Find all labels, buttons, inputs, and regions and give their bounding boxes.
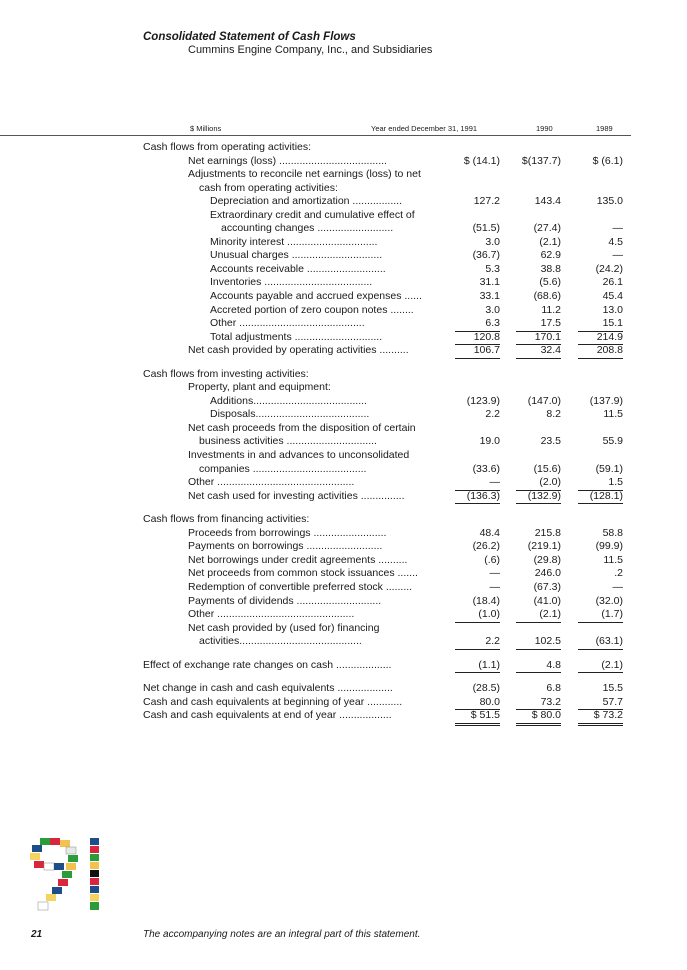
row-value-1989: (24.2) — [595, 262, 623, 275]
row-label: business activities ............................... — [199, 435, 377, 448]
row-label: Cash flows from operating activities: — [143, 141, 312, 153]
row-value-1990: 215.8 — [534, 526, 561, 539]
row-value-1990: 17.5 — [516, 317, 561, 332]
row-value-1990: (27.4) — [533, 222, 561, 235]
table-row — [0, 595, 687, 609]
table-row — [0, 622, 687, 636]
row-value-1990: 246.0 — [534, 567, 561, 580]
row-label: Net change in cash and cash equivalents ................... — [143, 682, 393, 695]
year-1989-header: 1989 — [596, 124, 613, 133]
table-row — [0, 290, 687, 304]
row-value-1991: $ 51.5 — [455, 709, 500, 726]
table-row — [0, 682, 687, 696]
row-value-1991: 5.3 — [485, 262, 500, 275]
row-value-1991: (136.3) — [455, 490, 500, 505]
row-label: Net cash provided by (used for) financing — [188, 621, 380, 634]
row-label: Cash flows from financing activities: — [143, 513, 310, 526]
row-value-1989: 4.5 — [608, 235, 623, 248]
row-label: Cash and cash equivalents at beginning of year ............ — [143, 695, 403, 708]
row-spacer — [0, 503, 687, 513]
row-value-1991: — — [489, 580, 500, 593]
table-row — [0, 155, 687, 169]
row-value-1990: (2.0) — [516, 476, 561, 491]
table-row — [0, 236, 687, 250]
row-spacer — [0, 358, 687, 368]
row-value-1991: (28.5) — [472, 682, 500, 695]
row-label: Payments of dividends ............................. — [188, 594, 382, 607]
row-value-1989: 11.5 — [603, 553, 623, 566]
row-value-1989: 135.0 — [596, 195, 623, 208]
row-value-1989: (1.7) — [578, 608, 623, 623]
row-value-1991: (26.2) — [472, 540, 500, 553]
table-row — [0, 141, 687, 155]
statement-title: Consolidated Statement of Cash Flows — [143, 31, 356, 43]
row-value-1991: 2.2 — [455, 635, 500, 650]
table-row — [0, 395, 687, 409]
row-value-1989: — — [612, 580, 623, 593]
row-label: Extraordinary credit and cumulative effect of — [210, 208, 415, 221]
row-value-1991: (123.9) — [466, 394, 500, 407]
row-value-1989: — — [612, 222, 623, 235]
row-value-1989: (2.1) — [578, 659, 623, 674]
row-value-1991: (51.5) — [472, 222, 500, 235]
row-label: Other ........................................... — [210, 317, 365, 330]
row-value-1990: 6.8 — [546, 682, 561, 695]
row-value-1991: (33.6) — [472, 462, 500, 475]
row-label: companies ....................................... — [199, 462, 367, 475]
company-subtitle: Cummins Engine Company, Inc., and Subsidiaries — [188, 44, 433, 56]
row-value-1990: $(137.7) — [521, 154, 561, 167]
row-spacer — [0, 672, 687, 682]
row-value-1990: 23.5 — [540, 435, 561, 448]
cash-flow-table — [0, 141, 687, 723]
row-label: Additions....................................... — [210, 394, 367, 407]
year-1991-header: Year ended December 31, 1991 — [371, 124, 478, 133]
table-row — [0, 182, 687, 196]
table-row — [0, 513, 687, 527]
row-label: Total adjustments .............................. — [210, 330, 383, 343]
row-value-1991: 80.0 — [455, 696, 500, 711]
row-value-1991: 33.1 — [479, 290, 500, 303]
table-row — [0, 408, 687, 422]
row-value-1989: (99.9) — [595, 540, 623, 553]
page-number: 21 — [31, 929, 43, 940]
row-label: Redemption of convertible preferred stock ......... — [188, 580, 413, 593]
table-row — [0, 344, 687, 358]
row-value-1990: (2.1) — [539, 235, 561, 248]
row-value-1990: (67.3) — [533, 580, 561, 593]
row-label: Investments in and advances to unconsolidated — [188, 449, 410, 462]
table-row — [0, 249, 687, 263]
row-label: Depreciation and amortization ................. — [210, 195, 403, 208]
row-value-1990: (5.6) — [539, 276, 561, 289]
row-value-1989: 57.7 — [578, 696, 623, 711]
table-row — [0, 449, 687, 463]
table-row — [0, 276, 687, 290]
row-value-1991: — — [455, 476, 500, 491]
table-row — [0, 304, 687, 318]
row-value-1991: 3.0 — [485, 235, 500, 248]
row-label: Net borrowings under credit agreements .......... — [188, 553, 408, 566]
row-value-1990: (15.6) — [533, 462, 561, 475]
row-value-1989: 26.1 — [602, 276, 623, 289]
row-value-1989: (59.1) — [595, 462, 623, 475]
flags-91-logo — [28, 836, 110, 916]
table-row — [0, 709, 687, 723]
row-value-1990: 73.2 — [516, 696, 561, 711]
row-value-1989: (32.0) — [595, 594, 623, 607]
table-row — [0, 608, 687, 622]
row-value-1991: (1.1) — [455, 659, 500, 674]
row-value-1990: (68.6) — [533, 290, 561, 303]
table-row — [0, 540, 687, 554]
row-label: Cash flows from investing activities: — [143, 367, 309, 380]
footnote: The accompanying notes are an integral part of this statement. — [143, 929, 421, 940]
row-label: Adjustments to reconcile net earnings (loss) to net — [188, 168, 421, 181]
row-value-1990: 102.5 — [516, 635, 561, 650]
row-label: Payments on borrowings .......................... — [188, 540, 383, 553]
table-row — [0, 476, 687, 490]
table-row — [0, 463, 687, 477]
row-value-1989: $ 73.2 — [578, 709, 623, 726]
row-value-1991: (.6) — [484, 553, 500, 566]
table-row — [0, 581, 687, 595]
row-value-1991: $ (14.1) — [463, 154, 500, 167]
row-value-1989: — — [612, 249, 623, 262]
row-value-1990: (132.9) — [516, 490, 561, 505]
row-value-1989: .2 — [614, 567, 623, 580]
row-value-1989: (137.9) — [589, 394, 623, 407]
row-label: Disposals....................................... — [210, 408, 370, 421]
row-value-1989: 55.9 — [602, 435, 623, 448]
table-row — [0, 659, 687, 673]
table-row — [0, 368, 687, 382]
row-value-1989: (128.1) — [578, 490, 623, 505]
table-row — [0, 263, 687, 277]
row-value-1991: — — [489, 567, 500, 580]
table-row — [0, 554, 687, 568]
row-value-1989: 45.4 — [602, 290, 623, 303]
row-label: Net cash provided by operating activities .......... — [188, 344, 409, 357]
unit-header: $ Millions — [190, 124, 222, 133]
row-label: Accreted portion of zero coupon notes ........ — [210, 303, 414, 316]
table-row — [0, 435, 687, 449]
row-label: Net cash used for investing activities ............... — [188, 489, 405, 502]
table-row — [0, 195, 687, 209]
row-value-1991: 19.0 — [479, 435, 500, 448]
table-row — [0, 222, 687, 236]
row-label: Net earnings (loss) ..................................... — [188, 154, 387, 167]
row-label: accounting changes .......................... — [221, 222, 394, 235]
row-label: Minority interest ............................... — [210, 235, 378, 248]
row-label: activities.......................................... — [199, 635, 362, 648]
row-value-1991: 48.4 — [479, 526, 500, 539]
row-value-1991: 127.2 — [473, 195, 500, 208]
row-value-1989: 1.5 — [578, 476, 623, 491]
row-label: Other ............................................... — [188, 608, 355, 621]
row-value-1991: (1.0) — [455, 608, 500, 623]
row-value-1989: 11.5 — [603, 408, 623, 421]
row-value-1990: 143.4 — [534, 195, 561, 208]
row-label: Inventories ..................................... — [210, 276, 373, 289]
row-value-1990: 170.1 — [516, 331, 561, 346]
row-value-1991: 6.3 — [455, 317, 500, 332]
row-value-1990: (2.1) — [516, 608, 561, 623]
row-label: Accounts receivable ........................... — [210, 262, 386, 275]
row-value-1990: (147.0) — [527, 394, 561, 407]
row-value-1991: 31.1 — [479, 276, 500, 289]
row-value-1989: 58.8 — [602, 526, 623, 539]
table-row — [0, 381, 687, 395]
row-value-1989: 214.9 — [578, 331, 623, 346]
row-value-1989: 208.8 — [578, 344, 623, 359]
year-1990-header: 1990 — [536, 124, 553, 133]
row-label: Unusual charges ............................... — [210, 249, 383, 262]
table-row — [0, 490, 687, 504]
row-value-1991: 106.7 — [455, 344, 500, 359]
row-label: Property, plant and equipment: — [188, 381, 331, 394]
row-label: Net proceeds from common stock issuances ....... — [188, 567, 418, 580]
row-label: Proceeds from borrowings ......................... — [188, 526, 387, 539]
row-value-1990: 38.8 — [540, 262, 561, 275]
row-value-1989: 15.5 — [602, 682, 623, 695]
row-label: cash from operating activities: — [199, 181, 338, 194]
row-value-1990: (29.8) — [533, 553, 561, 566]
row-value-1989: $ (6.1) — [592, 154, 623, 167]
row-value-1989: 15.1 — [578, 317, 623, 332]
row-label: Cash and cash equivalents at end of year .................. — [143, 709, 392, 722]
row-value-1990: 8.2 — [546, 408, 561, 421]
table-row — [0, 168, 687, 182]
row-value-1991: (36.7) — [472, 249, 500, 262]
table-row — [0, 317, 687, 331]
row-label: Other ............................................... — [188, 476, 355, 489]
row-label: Accounts payable and accrued expenses ...... — [210, 290, 422, 303]
row-value-1990: 32.4 — [516, 344, 561, 359]
table-row — [0, 422, 687, 436]
row-value-1990: 11.2 — [541, 303, 561, 316]
row-label: Net cash proceeds from the disposition of certain — [188, 421, 416, 434]
row-value-1989: (63.1) — [578, 635, 623, 650]
row-value-1990: 62.9 — [540, 249, 561, 262]
row-label: Effect of exchange rate changes on cash ................... — [143, 658, 392, 671]
row-value-1990: (219.1) — [527, 540, 561, 553]
row-value-1991: (18.4) — [472, 594, 500, 607]
row-value-1989: 13.0 — [602, 303, 623, 316]
row-value-1991: 3.0 — [485, 303, 500, 316]
row-value-1991: 120.8 — [455, 331, 500, 346]
row-spacer — [0, 649, 687, 659]
row-value-1990: (41.0) — [533, 594, 561, 607]
row-value-1990: 4.8 — [516, 659, 561, 674]
table-row — [0, 331, 687, 345]
row-value-1991: 2.2 — [485, 408, 500, 421]
header-rule — [0, 135, 631, 136]
table-row — [0, 209, 687, 223]
table-row — [0, 527, 687, 541]
table-row — [0, 696, 687, 710]
table-row — [0, 567, 687, 581]
row-value-1990: $ 80.0 — [516, 709, 561, 726]
table-row — [0, 635, 687, 649]
